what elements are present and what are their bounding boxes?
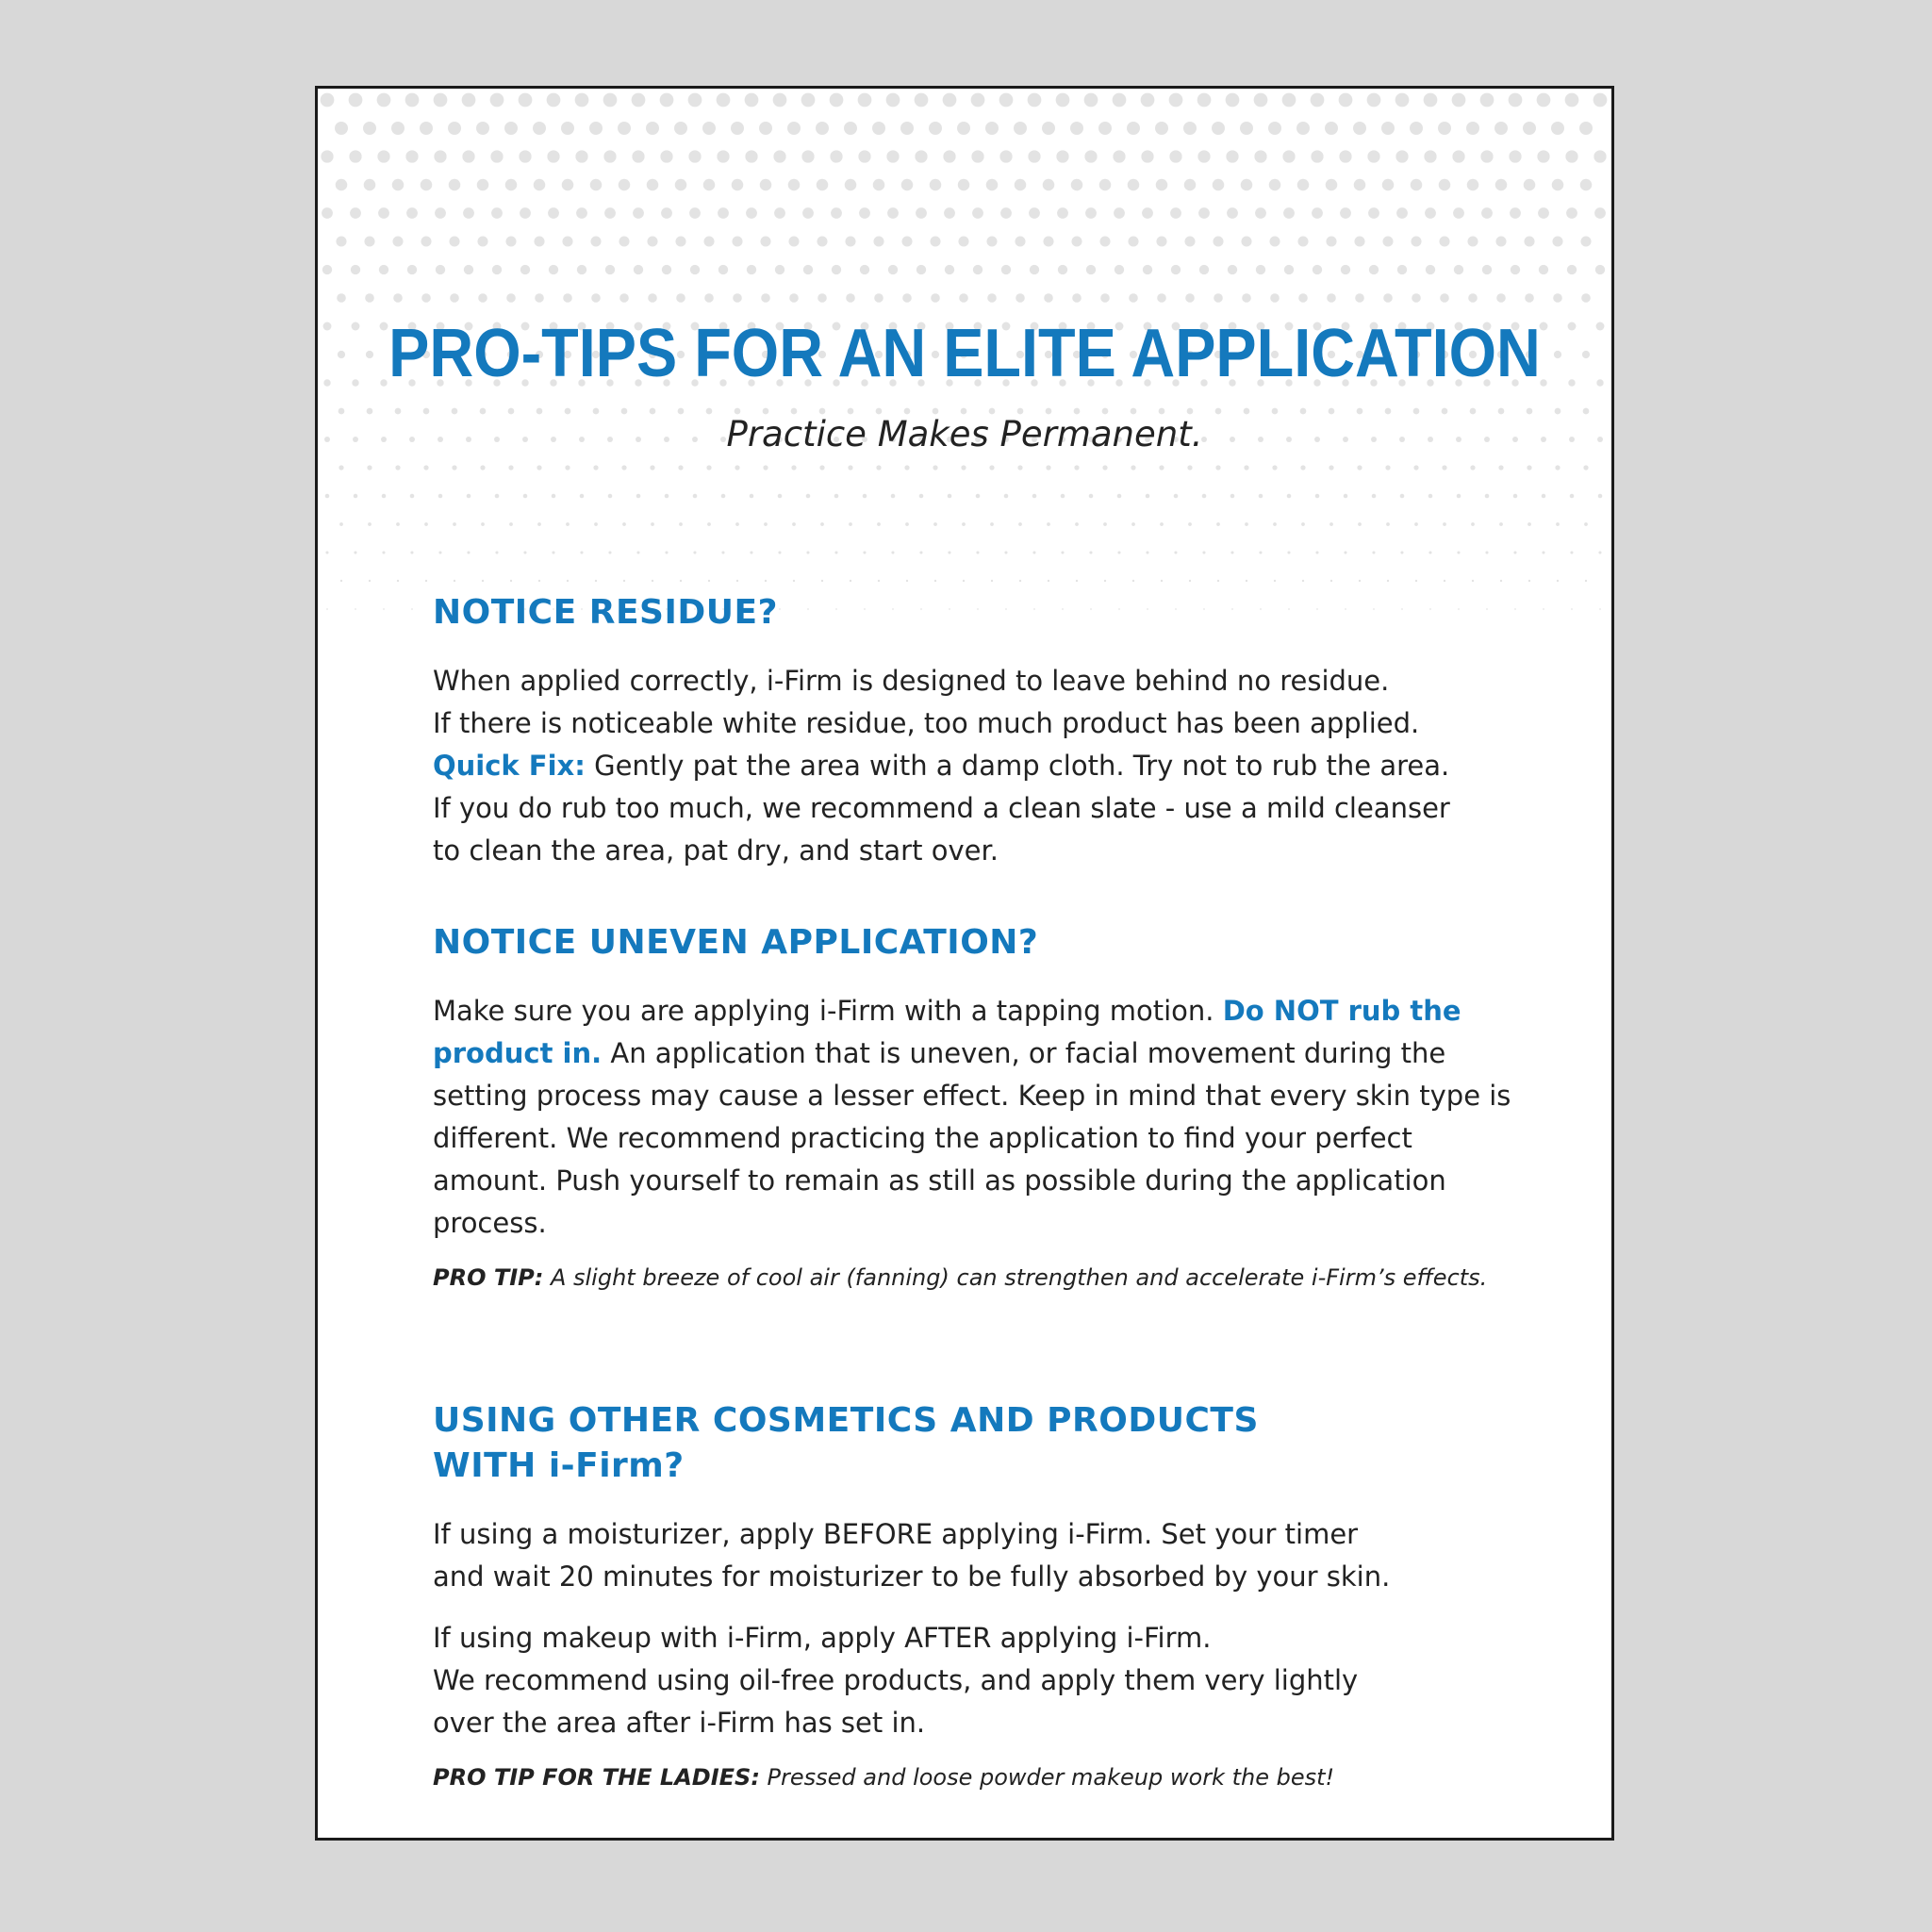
body-line: over the area after i-Firm has set in. [433, 1707, 926, 1739]
body-line: and wait 20 minutes for moisturizer to be fully absorbed by your skin. [433, 1560, 1391, 1593]
document-page [315, 86, 1614, 1841]
section-heading: NOTICE RESIDUE? [433, 593, 778, 632]
section-body [433, 1617, 1517, 1744]
section-other-cosmetics [433, 1398, 1517, 1816]
heading-line: WITH i-Firm? [433, 1446, 685, 1485]
body-line: If using makeup with i-Firm, apply AFTER applying i-Firm. [433, 1622, 1212, 1654]
heading-line: USING OTHER COSMETICS AND PRODUCTS [433, 1401, 1259, 1440]
quick-fix-label: Quick Fix: [433, 750, 586, 782]
section-body [433, 660, 1517, 872]
body-text: Make sure you are applying i-Firm with a tapping motion. [433, 995, 1223, 1027]
body-text: An application that is uneven, or facial movement during the setting process may cause a lesser effect. Keep in mind that every skin type is different. We recommend practicing the application to find your perfect amount. Push yourself to remain as still as possible during the application process. [433, 1037, 1511, 1239]
quick-fix-text: Gently pat the area with a damp cloth. Try not to rub the area. [585, 750, 1450, 782]
body-line: We recommend using oil-free products, and apply them very lightly [433, 1664, 1359, 1696]
section-body [433, 990, 1517, 1245]
pro-tip-text: A slight breeze of cool air (fanning) can strengthen and accelerate i-Firm’s effects. [543, 1264, 1488, 1291]
section-uneven-application [433, 920, 1517, 1316]
pro-tip-label: PRO TIP: [433, 1264, 544, 1291]
pro-tip-label: PRO TIP FOR THE LADIES: [433, 1764, 760, 1791]
body-line: If you do rub too much, we recommend a clean slate - use a mild cleanser [433, 792, 1450, 824]
pro-tip [433, 1262, 1517, 1294]
pro-tip [433, 1761, 1517, 1793]
pro-tip-text: Pressed and loose powder makeup work the best! [759, 1764, 1335, 1791]
section-heading: NOTICE UNEVEN APPLICATION? [433, 923, 1039, 962]
section-heading [433, 1398, 1517, 1489]
page-title: PRO-TIPS FOR AN ELITE APPLICATION [388, 316, 1541, 391]
section-notice-residue [433, 590, 1517, 872]
section-body [433, 1513, 1517, 1598]
body-line: When applied correctly, i-Firm is designed to leave behind no residue. [433, 665, 1390, 697]
body-line: If there is noticeable white residue, too much product has been applied. [433, 707, 1420, 739]
body-line: to clean the area, pat dry, and start over. [433, 834, 999, 867]
page-subtitle: Practice Makes Permanent. [726, 414, 1203, 454]
do-not-rub-emphasis: Do NOT rub the product in. [433, 995, 1461, 1069]
body-line: If using a moisturizer, apply BEFORE applying i-Firm. Set your timer [433, 1518, 1359, 1550]
